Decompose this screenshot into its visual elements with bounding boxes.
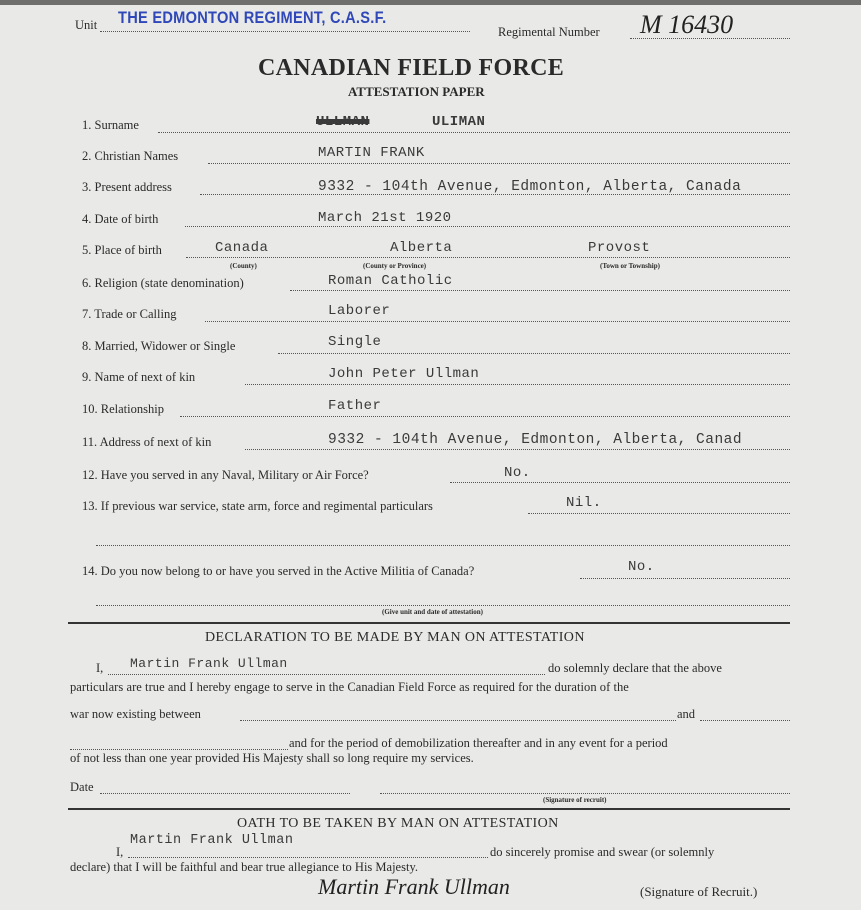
oath-heading: OATH TO BE TAKEN BY MAN ON ATTESTATION bbox=[237, 816, 559, 831]
unit-stamp: THE EDMONTON REGIMENT, C.A.S.F. bbox=[118, 8, 387, 27]
text: do sincerely promise and swear (or solemnly bbox=[490, 845, 715, 859]
caption: (Signature of Recruit.) bbox=[640, 884, 758, 899]
field-value: 9332 - 104th Avenue, Edmonton, Alberta, Canad bbox=[328, 432, 743, 448]
form-title: CANADIAN FIELD FORCE bbox=[258, 55, 565, 81]
field-label: 1. Surname bbox=[82, 118, 139, 132]
field-label: 4. Date of birth bbox=[82, 212, 159, 226]
divider bbox=[68, 808, 790, 810]
field-label: 13. If previous war service, state arm, force and regimental particulars bbox=[82, 499, 433, 513]
field-label: 3. Present address bbox=[82, 180, 172, 194]
declaration-heading: DECLARATION TO BE MADE BY MAN ON ATTESTATION bbox=[205, 630, 585, 645]
text: and bbox=[677, 707, 696, 721]
text: do solemnly declare that the above bbox=[548, 661, 722, 675]
field-value: Laborer bbox=[328, 303, 391, 319]
text: I, bbox=[116, 845, 124, 859]
field-label: 8. Married, Widower or Single bbox=[82, 339, 236, 353]
field-label: 9. Name of next of kin bbox=[82, 370, 196, 384]
text: declare) that I will be faithful and bear true allegiance to His Majesty. bbox=[70, 860, 419, 874]
field-label: 6. Religion (state denomination) bbox=[82, 276, 244, 290]
field-value: March 21st 1920 bbox=[318, 210, 452, 226]
birth-province: Alberta bbox=[390, 240, 453, 256]
text: particulars are true and I hereby engage to serve in the Canadian Field Force as required for the duration of the bbox=[70, 680, 629, 694]
text: of not less than one year provided His Majesty shall so long require my services. bbox=[70, 751, 474, 765]
text: I, bbox=[96, 661, 104, 675]
field-label: 14. Do you now belong to or have you served in the Active Militia of Canada? bbox=[82, 564, 475, 578]
text: and for the period of demobilization thereafter and in any event for a period bbox=[289, 736, 668, 750]
regimental-number-value: M 16430 bbox=[640, 10, 734, 39]
regimental-number-label: Regimental Number bbox=[498, 25, 600, 39]
field-value: No. bbox=[628, 559, 655, 575]
field-label: 11. Address of next of kin bbox=[82, 435, 212, 449]
date-label: Date bbox=[70, 780, 94, 794]
field-label: 7. Trade or Calling bbox=[82, 307, 177, 321]
birth-town: Provost bbox=[588, 240, 651, 256]
field-label: 5. Place of birth bbox=[82, 243, 162, 257]
text: war now existing between bbox=[70, 707, 201, 721]
struck-surname: ULLMAN bbox=[316, 114, 370, 130]
caption: (County) bbox=[230, 262, 257, 270]
divider bbox=[68, 622, 790, 624]
field-label: 2. Christian Names bbox=[82, 149, 179, 163]
field-value: Father bbox=[328, 398, 382, 414]
declarant-name: Martin Frank Ullman bbox=[130, 656, 288, 671]
scan-edge bbox=[0, 0, 861, 5]
oath-name: Martin Frank Ullman bbox=[130, 833, 294, 848]
field-value: ULIMAN bbox=[432, 114, 486, 130]
field-value: John Peter Ullman bbox=[328, 366, 480, 382]
field-label: 12. Have you served in any Naval, Military or Air Force? bbox=[82, 468, 369, 482]
field-label: 10. Relationship bbox=[82, 402, 164, 416]
caption: (Signature of recruit) bbox=[543, 796, 607, 804]
form-subtitle: ATTESTATION PAPER bbox=[348, 84, 485, 99]
field-value: No. bbox=[504, 465, 531, 481]
field-value: Single bbox=[328, 334, 382, 350]
unit-label: Unit bbox=[75, 18, 98, 32]
recruit-signature: Martin Frank Ullman bbox=[318, 874, 510, 899]
caption: (Give unit and date of attestation) bbox=[382, 608, 483, 616]
caption: (County or Province) bbox=[363, 262, 427, 270]
birth-country: Canada bbox=[215, 240, 269, 256]
field-value: Nil. bbox=[566, 495, 602, 511]
field-value: Roman Catholic bbox=[328, 273, 453, 289]
field-value: 9332 - 104th Avenue, Edmonton, Alberta, Canada bbox=[318, 179, 742, 195]
caption: (Town or Township) bbox=[600, 262, 660, 270]
field-value: MARTIN FRANK bbox=[318, 145, 425, 161]
